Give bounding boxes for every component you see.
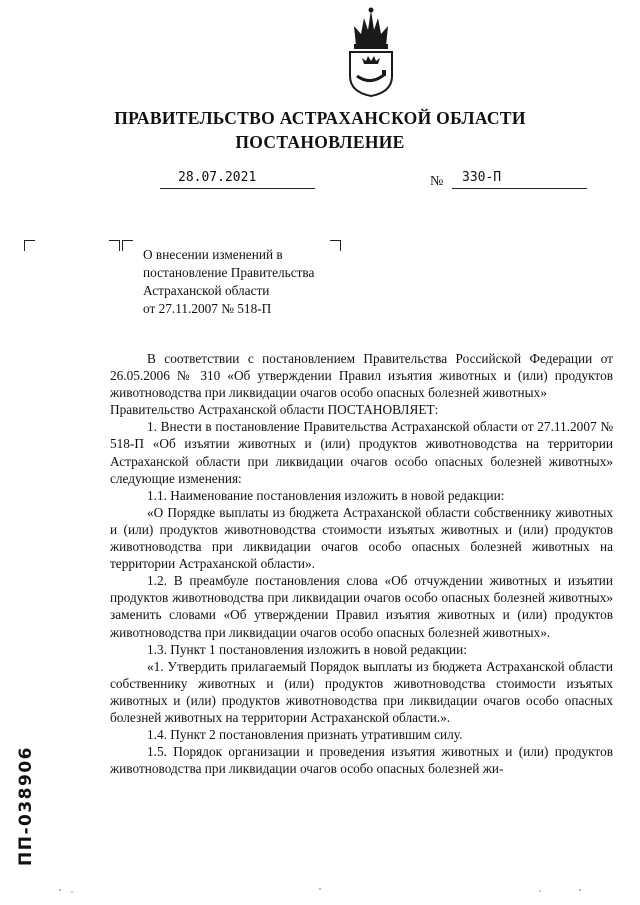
resolution-heading: Правительство Астраханской области ПОСТАНОВЛЯЕТ:	[110, 402, 439, 418]
corner-mark	[109, 240, 120, 251]
serial-number: ПП-038906	[16, 746, 36, 866]
government-name: ПРАВИТЕЛЬСТВО АСТРАХАНСКОЙ ОБЛАСТИ	[114, 108, 526, 128]
corner-mark	[122, 240, 133, 251]
clause-1-5: 1.5. Порядок организации и проведения изъятия животных и (или) продуктов животноводства при ликвидации очагов особо опасных болезней жи-	[110, 744, 613, 777]
document-body	[110, 350, 613, 777]
preamble-paragraph: В соответствии с постановлением Правительства Российской Федерации от 26.05.2006 № 310 «Об утверждении Правил изъятия животных и (или) продуктов животноводства при ликвидации очагов особо опасных болезней животных»	[110, 351, 613, 401]
clause-1: 1. Внести в постановление Правительства Астраханской области от 27.11.2007 № 518-П «Об изъятии животных и (или) продуктов животноводства на территории Астраханской области при ликвидации очагов особо опасных болезней животных» следующие изменения:	[110, 419, 613, 486]
subject-line: О внесении изменений в	[143, 247, 283, 262]
clause-1-2: 1.2. В преамбуле постановления слова «Об отчуждении животных и изъятии продуктов животноводства при ликвидации очагов особо опасных болезней животных» заменить словами «Об утверждении Правил изъятия животных и (или) продуктов животноводства при ликвидации очагов особо опасных болезней животных».	[110, 573, 613, 640]
subject-line: постановление Правительства	[143, 265, 315, 280]
coat-of-arms-icon	[342, 6, 400, 98]
clause-1-1: 1.1. Наименование постановления изложить в новой редакции:	[147, 487, 505, 503]
document-type: ПОСТАНОВЛЕНИЕ	[235, 132, 405, 152]
corner-mark	[24, 240, 35, 251]
subject-line: от 27.11.2007 № 518-П	[143, 301, 272, 316]
number-label: №	[430, 174, 444, 189]
document-number: 330-П	[462, 170, 502, 185]
clause-1-3: 1.3. Пункт 1 постановления изложить в новой редакции:	[147, 641, 467, 657]
subject-line: Астраханской области	[143, 283, 270, 298]
clause-1-3-text: «1. Утвердить прилагаемый Порядок выплаты из бюджета Астраханской области собственнику животных и (или) продуктов животноводства стоимости изъятых животных и (или) продуктов животноводства при ликвидации очагов особо опасных болезней животных на территории Астраханской области.».	[110, 658, 613, 725]
scan-specks	[20, 880, 620, 900]
clause-1-1-text: «О Порядке выплаты из бюджета Астраханской области собственнику животных и (или) продуктов животноводства стоимости изъятых животных и (или) продуктов животноводства при ликвидации очагов особо опасных болезней животных на территории Астраханской области».	[110, 504, 613, 572]
document-date: 28.07.2021	[178, 170, 257, 185]
document-subject	[143, 246, 373, 318]
clause-1-4: 1.4. Пункт 2 постановления признать утратившим силу.	[147, 727, 463, 743]
